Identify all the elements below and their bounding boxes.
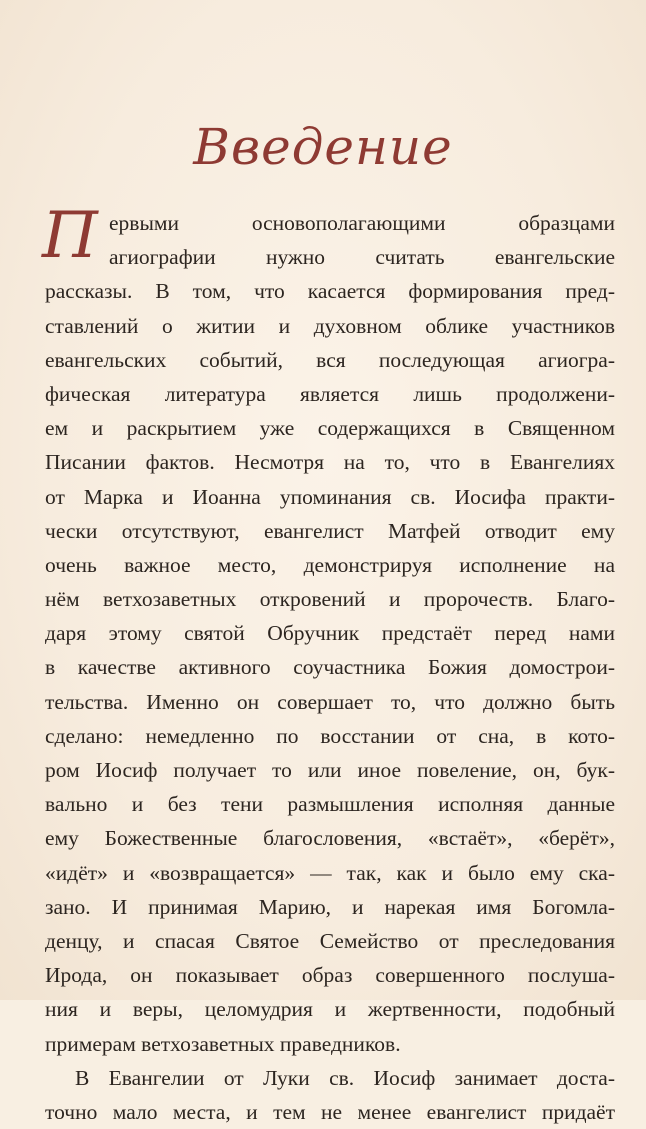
text-line: чески отсутствуют, евангелист Матфей отводит ему (45, 518, 615, 543)
body-text (45, 206, 615, 1129)
text-line: сделано: немедленно по восстании от сна, в кото- (45, 723, 615, 748)
text-line: ставлений о житии и духовном облике участников (45, 313, 615, 338)
text-line: зано. И принимая Марию, и нарекая имя Богомла- (45, 894, 615, 919)
text-line: даря этому святой Обручник предстаёт перед нами (45, 621, 615, 646)
text-line: ем и раскрытием уже содержащихся в Священном (45, 416, 615, 441)
text-line: точно мало места, и тем не менее евангелист придаёт (45, 1099, 615, 1124)
text-line: ему Божественные благословения, «встаёт», «берёт», (45, 826, 615, 851)
text-line: тельства. Именно он совершает то, что должно быть (45, 689, 615, 714)
text-line: нём ветхозаветных откровений и пророчеств. Благо- (45, 587, 615, 612)
text-line: рассказы. В том, что касается формирования пред- (45, 279, 615, 304)
text-line: Писании фактов. Несмотря на то, что в Евангелиях (45, 450, 615, 475)
text-line: агиографии нужно считать евангельские (109, 245, 615, 270)
text-line: ния и веры, целомудрия и жертвенности, подобный (45, 997, 615, 1022)
text-line: евангельских событий, вся последующая агиогра- (45, 347, 615, 372)
text-line: примерам ветхозаветных праведников. (45, 1031, 401, 1056)
text-line: в качестве активного соучастника Божия домострои- (45, 655, 615, 680)
chapter-heading: Введение (193, 118, 453, 176)
text-line: Ирода, он показывает образ совершенного послуша- (45, 963, 615, 988)
text-line: денцу, и спасая Святое Семейство от преследования (45, 928, 615, 953)
text-line: ервыми основополагающими образцами (109, 211, 615, 235)
text-line: В Евангелии от Луки св. Иосиф занимает доста- (75, 1065, 615, 1090)
drop-cap: П (42, 199, 98, 273)
text-line: вально и без тени размышления исполняя данные (45, 792, 615, 817)
text-line: ром Иосиф получает то или иное повеление, он, бук- (45, 758, 615, 782)
text-line: от Марка и Иоанна упоминания св. Иосифа практи- (45, 484, 615, 509)
text-line: «идёт» и «возвращается» — так, как и было ему ска- (45, 860, 615, 885)
text-line: фическая литература является лишь продолжени- (45, 381, 615, 406)
text-line: очень важное место, демонстрируя исполнение на (45, 552, 615, 577)
